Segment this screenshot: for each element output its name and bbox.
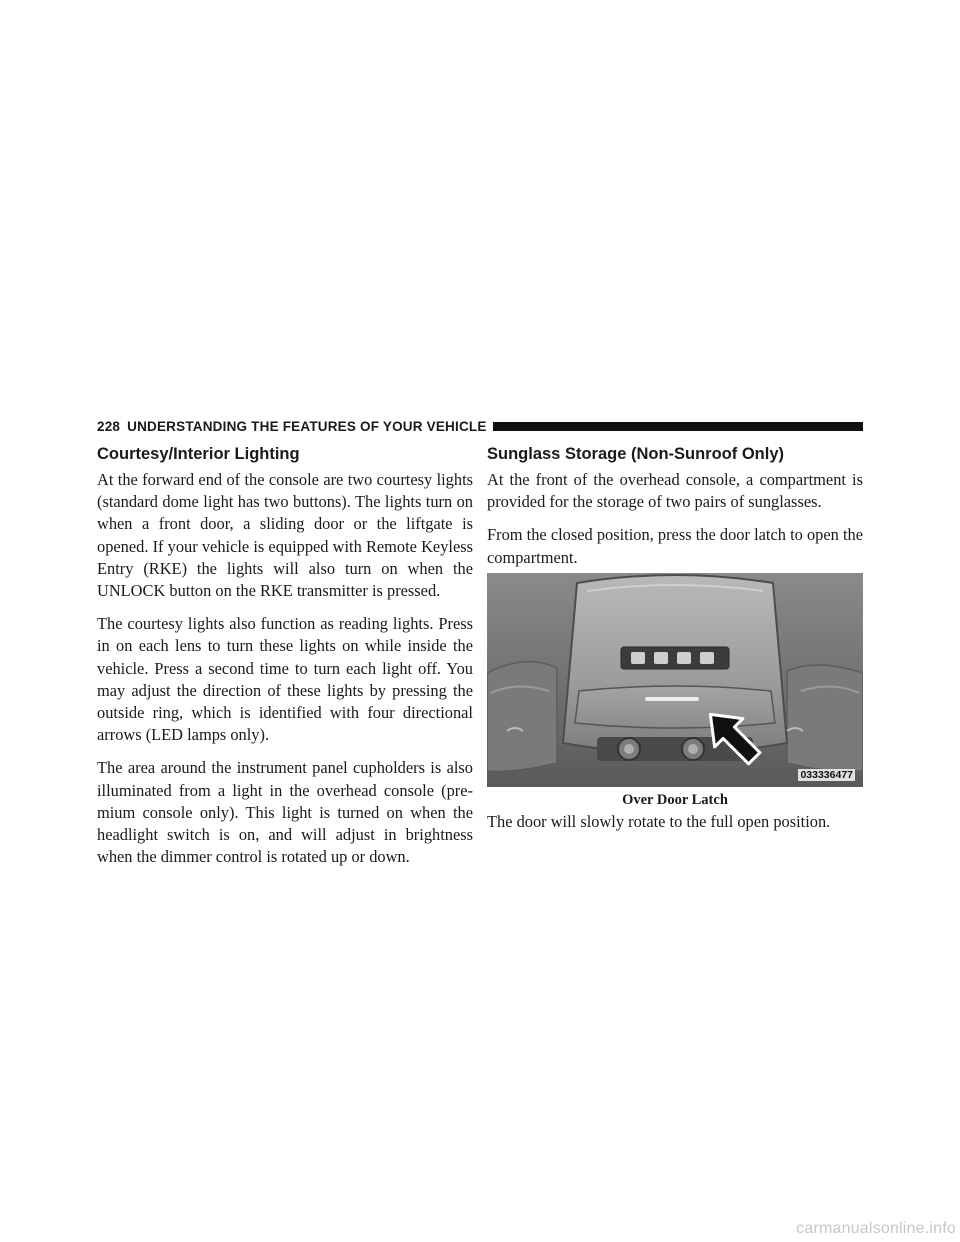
figure-code: 033336477 [800,768,853,781]
figure-caption: Over Door Latch [622,791,728,808]
sunglass-paragraph-2: From the closed position, press the door latch to open the compartment. [487,525,863,567]
overhead-console-illustration [487,573,863,787]
sunglass-paragraph-1: At the front of the overhead console, a compartment is provided for the storage of two pairs of sunglasses. [487,470,863,512]
left-column [97,444,473,879]
courtesy-paragraph-3: The area around the instrument panel cupholders is also illuminated from a light in the overhead console (pre-mium console only). This light is turned on when the headlight switch is on, and will adjust in brightness when the dimmer control is rotated up or down. [97,758,473,867]
watermark: carmanualsonline.info [796,1220,956,1237]
header-rule [493,422,863,431]
sunglass-paragraph-3: The door will slowly rotate to the full open position. [487,811,831,831]
page-header [97,418,863,434]
sunglass-storage-heading: Sunglass Storage (Non-Sunroof Only) [487,445,785,463]
overhead-console-photo [487,573,863,787]
section-title: UNDERSTANDING THE FEATURES OF YOUR VEHICLE [127,418,487,434]
right-column [487,444,863,844]
courtesy-paragraph-1: At the forward end of the console are two courtesy lights (standard dome light has two buttons). The lights turn on when a front door, a sliding door or the liftgate is opened. If your vehicle is equipped with Remote Keyless Entry (RKE) the lights will also turn on when the UNLOCK button on the RKE transmitter is pressed. [97,470,473,601]
courtesy-paragraph-2: The courtesy lights also function as reading lights. Press in on each lens to turn these lights on while inside the vehicle. Press a second time to turn each light off. You may adjust the direction of these lights by pressing the outside ring, which is identified with four directional arrows (LED lamps only). [97,614,473,745]
page-number: 228 [97,418,121,434]
courtesy-lighting-heading: Courtesy/Interior Lighting [97,445,300,463]
